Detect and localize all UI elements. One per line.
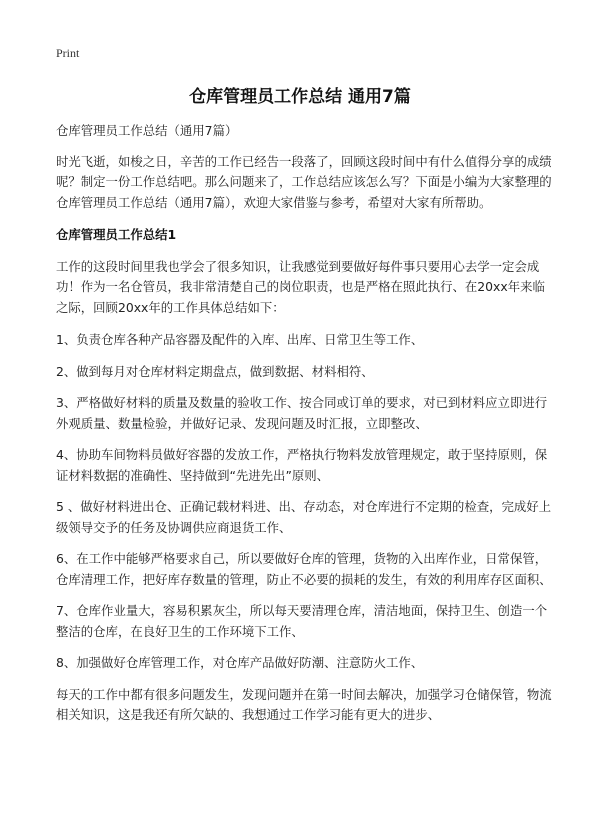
closing-paragraph: 每天的工作中都有很多问题发生，发现问题并在第一时间去解决，加强学习仓储保管，物流相关知识，这是我还有所欠缺的、我想通过工作学习能有更大的进步、: [56, 686, 552, 722]
section-heading: 仓库管理员工作总结1: [56, 227, 177, 242]
document-body: [56, 121, 554, 738]
list-item-1: 1、负责仓库各种产品容器及配件的入库、出库、日常卫生等工作、: [56, 332, 424, 347]
list-item-6: 6、在工作中能够严格要求自己，所以要做好仓库的管理，货物的入出库作业，日常保管，仓库清理工作，把好库存数量的管理，防止不必要的损耗的发生，有效的利用库存区面积、: [56, 551, 552, 587]
subtitle: 仓库管理员工作总结（通用7篇）: [56, 123, 238, 138]
intro-paragraph: 时光飞逝，如梭之日，辛苦的工作已经告一段落了，回顾这段时间中有什么值得分享的成绩呢？制定一份工作总结吧。那么问题来了，工作总结应该怎么写？下面是小编为大家整理的仓库管理员工作总结（通用7篇），欢迎大家借鉴与参考，希望对大家有所帮助。: [56, 153, 552, 210]
print-label[interactable]: Print: [56, 46, 80, 60]
list-item-8: 8、加强做好仓库管理工作，对仓库产品做好防潮、注意防火工作、: [56, 655, 424, 670]
list-item-4: 4、协助车间物料员做好容器的发放工作，严格执行物料发放管理规定，敢于坚持原则，保证材料数据的准确性、坚持做到“先进先出”原则、: [56, 447, 548, 483]
section-intro-paragraph: 工作的这段时间里我也学会了很多知识，让我感觉到要做好每件事只要用心去学一定会成功！作为一名仓管员，我非常清楚自己的岗位职责，也是严格在照此执行、在20xx年来临之际，回顾20xx年的工作具体总结如下：: [56, 258, 545, 315]
list-item-2: 2、做到每月对仓库材料定期盘点，做到数据、材料相符、: [56, 363, 374, 379]
page-title: 仓库管理员工作总结 通用7篇: [189, 87, 411, 107]
list-item-5: 5 、做好材料进出仓、正确记载材料进、出、存动态，对仓库进行不定期的检查，完成好上级领导交予的任务及协调供应商退货工作、: [56, 499, 552, 535]
list-item-7: 7、仓库作业量大，容易积累灰尘，所以每天要清理仓库，清洁地面，保持卫生、创造一个整洁的仓库，在良好卫生的工作环境下工作、: [56, 603, 548, 639]
list-item-3: 3、严格做好材料的质量及数量的验收工作、按合同或订单的要求，对已到材料应立即进行外观质量、数量检验，并做好记录、发现问题及时汇报，立即整改、: [56, 395, 548, 431]
